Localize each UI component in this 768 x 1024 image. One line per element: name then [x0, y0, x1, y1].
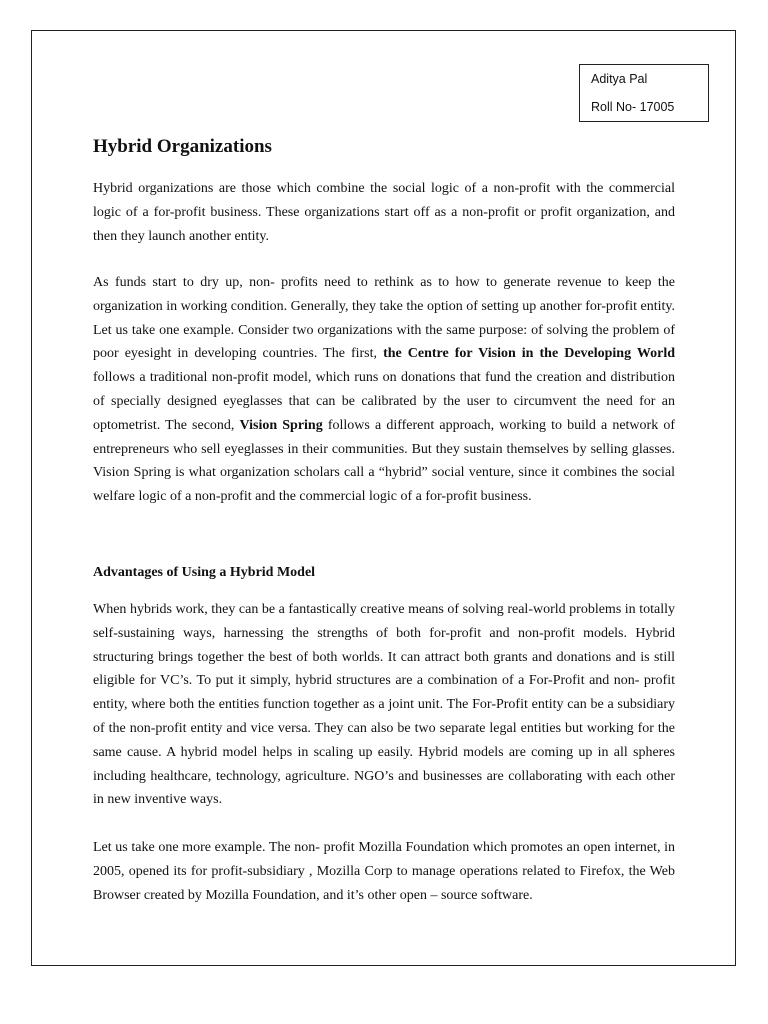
paragraph-example: [93, 271, 675, 509]
paragraph-example-text-1: As funds start to dry up, non- profits need to rethink as to how to generate revenue to keep the organization in working condition. Generally, they take the option of setting up another for-profit entity. Let us take one example. Consider two organizations with the same purpose: of solving the problem of poor eyesight in developing countries. The first,: [93, 275, 675, 362]
paragraph-mozilla-example: Let us take one more example. The non- profit Mozilla Foundation which promotes an open internet, in 2005, opened its for profit-subsidiary , Mozilla Corp to manage operations related to Firefox, the Web Browser created by Mozilla Foundation, and it’s other open – source software.: [93, 840, 675, 903]
org-name-vision-spring: Vision Spring: [239, 417, 323, 433]
section-heading-advantages: Advantages of Using a Hybrid Model: [93, 565, 316, 580]
paragraph-example-text-2: follows a traditional non-profit model, which runs on donations that fund the creation and distribution of specially designed eyeglasses that can be calibrated by the user to circumvent the need for an optometrist. The second,: [93, 370, 675, 433]
paragraph-advantages: When hybrids work, they can be a fantastically creative means of solving real-world problems in totally self-sustaining ways, harnessing the strengths of both for-profit and non-profit models. Hybrid structuring brings together the best of both worlds. It can attract both grants and donations and is still eligible for VC’s. To put it simply, hybrid structures are a combination of a For-Profit and non- profit entity, where both the entities function together as a joint unit. The For-Profit entity can be a subsidiary of the non-profit entity and vice versa. They can also be two separate legal entities but working for the same cause. A hybrid model helps in scaling up easily. Hybrid models are coming up in all spheres including healthcare, technology, agriculture. NGO’s and businesses are collaborating with each other in new inventive ways.: [93, 602, 675, 808]
author-info-box: [579, 64, 709, 122]
document-title: Hybrid Organizations: [93, 136, 272, 157]
author-name: Aditya Pal: [591, 72, 648, 86]
paragraph-intro: Hybrid organizations are those which combine the social logic of a non-profit with the commercial logic of a for-profit business. These organizations start off as a non-profit or profit organization, and then they launch another entity.: [93, 181, 675, 244]
paragraph-example-text-3: follows a different approach, working to build a network of entrepreneurs who sell eyeglasses in their communities. But they sustain themselves by selling glasses. Vision Spring is what organization scholars call a “hybrid” social venture, since it combines the social welfare logic of a non-profit and the commercial logic of a for-profit business.: [93, 417, 675, 505]
org-name-centre-for-vision: the Centre for Vision in the Developing World: [383, 346, 675, 362]
roll-number: Roll No- 17005: [591, 100, 675, 114]
